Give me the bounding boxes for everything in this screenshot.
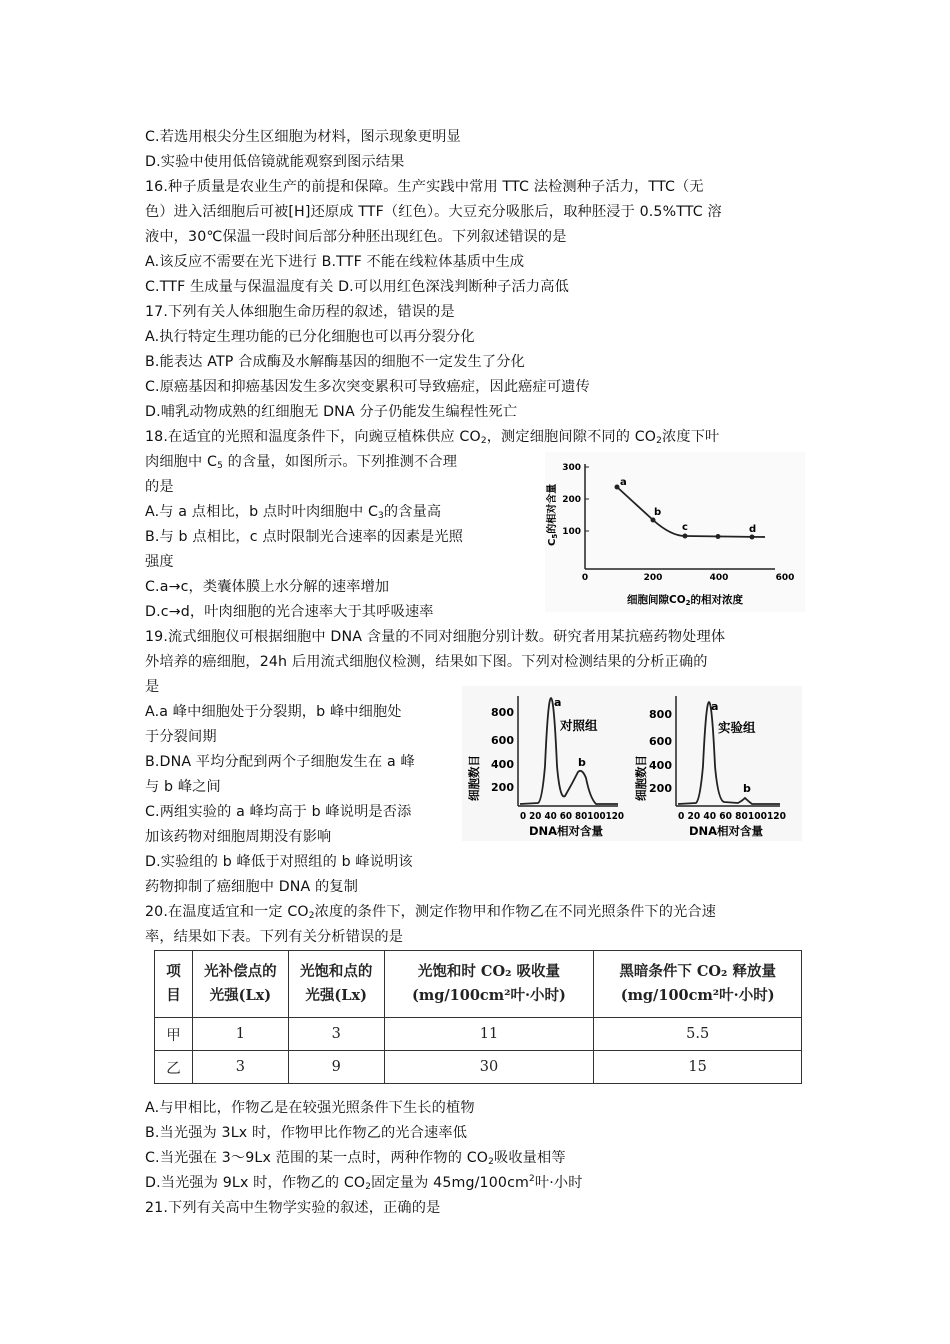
- q18-x-label: 细胞间隙CO2的相对浓度: [626, 594, 744, 607]
- q19-control-ytick: 200: [491, 781, 514, 794]
- q19-option-a-line1: A.a 峰中细胞处于分裂期，b 峰中细胞处: [145, 704, 402, 720]
- q18-x-tick: 400: [709, 573, 729, 583]
- q18-label-b: b: [654, 507, 662, 518]
- q20-stem-line2: 率，结果如下表。下列有关分析错误的是: [145, 929, 404, 945]
- q15-option-c: C.若选用根尖分生区细胞为材料，图示现象更明显: [145, 129, 461, 145]
- q18-point-b: [651, 518, 656, 523]
- q19-stem-line2: 外培养的癌细胞，24h 后用流式细胞仪检测，结果如下图。下列对检测结果的分析正确的: [145, 654, 708, 670]
- q19-flow-charts: [462, 686, 802, 841]
- table-cell: 11: [384, 1018, 594, 1051]
- q18-x-tick: 200: [643, 573, 663, 583]
- q17-stem: 17.下列有关人体细胞生命历程的叙述，错误的是: [145, 304, 455, 320]
- q16-options-cd: C.TTF 生成量与保温温度有关 D.可以用红色深浅判断种子活力高低: [145, 279, 569, 295]
- q19-option-b-line2: 与 b 峰之间: [145, 779, 221, 795]
- q19-option-a-line2: 于分裂间期: [145, 729, 217, 745]
- q18-c5-chart: [545, 452, 805, 612]
- q19-option-d-line2: 药物抑制了癌细胞中 DNA 的复制: [145, 879, 359, 895]
- q18-stem-line1: 18.在适宜的光照和温度条件下，向豌豆植株供应 $CO_2$，测定细胞间隙不同的 $CO_2$浓度下叶: [145, 429, 720, 446]
- q19-control-ylabel: 细胞数目: [467, 755, 481, 801]
- q19-stem-line1: 19.流式细胞仪可根据细胞中 DNA 含量的不同对细胞分别计数。研究者用某抗癌药物处理体: [145, 629, 726, 645]
- q20-data-table: [154, 950, 802, 1084]
- table-row: [155, 1018, 802, 1051]
- q18-point-mid: [716, 534, 721, 539]
- q20-stem-line1: 20.在温度适宜和一定 $CO_2$浓度的条件下，测定作物甲和作物乙在不同光照条件下的光合速: [145, 904, 717, 921]
- q19-exp-peak-b: b: [743, 782, 751, 795]
- q20-header-co2-absorb: 光饱和时 CO₂ 吸收量(mg/100cm²叶·小时): [384, 951, 594, 1018]
- q20-option-b: B.当光强为 3Lx 时，作物甲比作物乙的光合速率低: [145, 1125, 468, 1141]
- q18-label-a: a: [620, 477, 627, 488]
- q20-data-table-wrap: [154, 950, 802, 1084]
- q19-exp-xlabel: DNA相对含量: [688, 824, 764, 838]
- q20-option-a: A.与甲相比，作物乙是在较强光照条件下生长的植物: [145, 1100, 475, 1116]
- q15-option-d: D.实验中使用低倍镜就能观察到图示结果: [145, 154, 405, 170]
- q19-exp-ytick: 600: [649, 735, 672, 748]
- q18-stem-line3: 的是: [145, 479, 174, 495]
- q20-header-saturation: 光饱和点的光强(Lx): [288, 951, 384, 1018]
- q19-option-c-line1: C.两组实验的 a 峰均高于 b 峰说明是否添: [145, 804, 412, 820]
- q18-y-tick: 100: [562, 527, 581, 537]
- q20-header-item: 项目: [155, 951, 193, 1018]
- q19-exp-ylabel: 细胞数目: [634, 755, 648, 801]
- q20-header-compensation: 光补偿点的光强(Lx): [192, 951, 288, 1018]
- q17-option-b: B.能表达 ATP 合成酶及水解酶基因的细胞不一定发生了分化: [145, 354, 525, 370]
- q19-control-peak-a: a: [554, 696, 562, 709]
- q20-header-co2-release: 黑暗条件下 CO₂ 释放量(mg/100cm²叶·小时): [594, 951, 802, 1018]
- table-cell: 5.5: [594, 1018, 802, 1051]
- q18-point-d: [750, 535, 755, 540]
- q19-exp-ytick: 800: [649, 708, 672, 721]
- q19-control-ytick: 600: [491, 734, 514, 747]
- q20-option-d: D.当光强为 9Lx 时，作物乙的 $CO_2$固定量为 $45mg/100cm^2$叶·小时: [145, 1174, 583, 1192]
- q18-option-d: D.c→d，叶肉细胞的光合速率大于其呼吸速率: [145, 604, 434, 620]
- q19-exp-ytick: 400: [649, 759, 672, 772]
- q18-option-b-line2: 强度: [145, 554, 174, 570]
- table-row: [155, 1051, 802, 1084]
- table-cell: 3: [192, 1051, 288, 1084]
- q20-option-c: C.当光强在 3～9Lx 范围的某一点时，两种作物的 $CO_2$吸收量相等: [145, 1150, 566, 1167]
- table-cell: 甲: [155, 1018, 193, 1051]
- q21-stem: 21.下列有关高中生物学实验的叙述，正确的是: [145, 1200, 441, 1216]
- q19-exp-ytick: 200: [649, 782, 672, 795]
- table-cell: 9: [288, 1051, 384, 1084]
- q18-point-c: [683, 534, 688, 539]
- q20-table-header-row: [155, 951, 802, 1018]
- table-cell: 15: [594, 1051, 802, 1084]
- q18-y-tick: 300: [562, 463, 581, 473]
- q19-exp-xticks: 0 20 40 60 80100120: [678, 811, 787, 822]
- q19-control-ytick: 400: [491, 758, 514, 771]
- q19-stem-line3: 是: [145, 679, 160, 695]
- q17-option-c: C.原癌基因和抑癌基因发生多次突变累积可导致癌症，因此癌症可遗传: [145, 379, 590, 395]
- q19-control-ytick: 800: [491, 706, 514, 719]
- q18-y-label: $C_5$的相对含量: [547, 483, 559, 546]
- q19-control-xlabel: DNA相对含量: [528, 824, 604, 838]
- q18-label-d: d: [749, 524, 757, 535]
- q19-option-d-line1: D.实验组的 b 峰低于对照组的 b 峰说明该: [145, 854, 413, 870]
- q19-exp-title: 实验组: [718, 720, 756, 735]
- q18-point-a: [615, 485, 620, 490]
- q19-option-b-line1: B.DNA 平均分配到两个子细胞发生在 a 峰: [145, 754, 415, 770]
- q18-x-tick: 0: [581, 573, 589, 583]
- q16-stem-line2: 色）进入活细胞后可被[H]还原成 TTF（红色）。大豆充分吸胀后，取种胚浸于 0.5%TTC 溶: [145, 204, 722, 220]
- q18-stem-line2: 肉细胞中 $C_5$ 的含量，如图所示。下列推测不合理: [145, 454, 458, 471]
- q16-options-ab: A.该反应不需要在光下进行 B.TTF 不能在线粒体基质中生成: [145, 254, 525, 270]
- q18-option-a: A.与 a 点相比，b 点时叶肉细胞中 $C_3$的含量高: [145, 504, 442, 521]
- q19-option-c-line2: 加该药物对细胞周期没有影响: [145, 829, 332, 845]
- q18-label-c: c: [682, 522, 688, 533]
- q17-option-a: A.执行特定生理功能的已分化细胞也可以再分裂分化: [145, 329, 475, 345]
- q18-y-tick: 200: [562, 495, 581, 505]
- q19-control-peak-b: b: [578, 756, 586, 769]
- q16-stem-line3: 液中，30℃保温一段时间后部分种胚出现红色。下列叙述错误的是: [145, 229, 567, 245]
- q18-option-c: C.a→c，类囊体膜上水分解的速率增加: [145, 579, 390, 595]
- table-cell: 1: [192, 1018, 288, 1051]
- q17-option-d: D.哺乳动物成熟的红细胞无 DNA 分子仍能发生编程性死亡: [145, 404, 518, 420]
- table-cell: 3: [288, 1018, 384, 1051]
- q16-stem-line1: 16.种子质量是农业生产的前提和保障。生产实践中常用 TTC 法检测种子活力，TTC（无: [145, 179, 704, 195]
- q19-control-xticks: 0 20 40 60 80100120: [520, 811, 625, 822]
- table-cell: 30: [384, 1051, 594, 1084]
- q19-exp-peak-a: a: [711, 700, 719, 713]
- q18-option-b-line1: B.与 b 点相比，c 点时限制光合速率的因素是光照: [145, 529, 464, 545]
- q18-x-tick: 600: [775, 573, 795, 583]
- q19-control-title: 对照组: [560, 718, 598, 733]
- table-cell: 乙: [155, 1051, 193, 1084]
